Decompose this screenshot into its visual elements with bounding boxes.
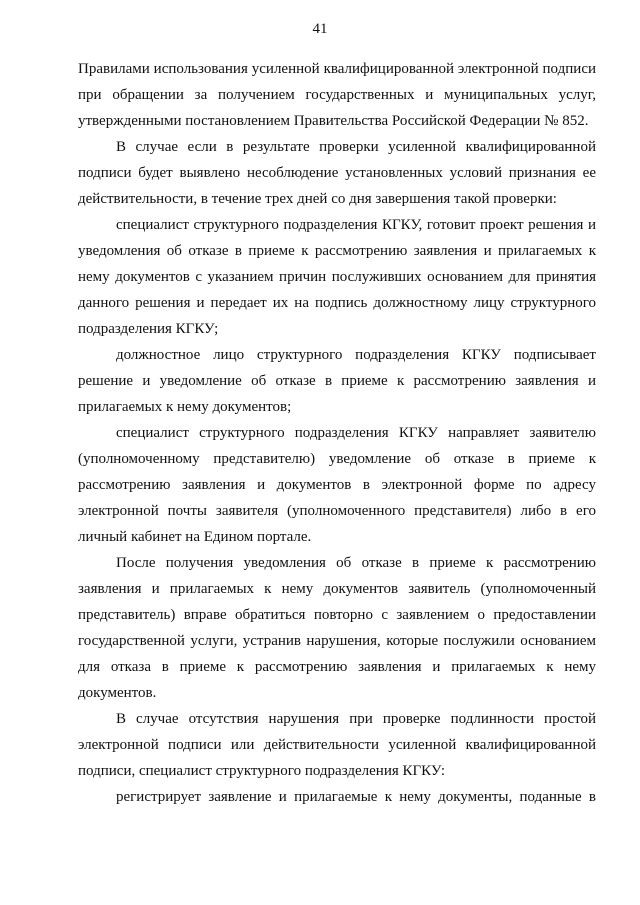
page-number: 41 — [312, 21, 328, 37]
paragraph-5: специалист структурного подразделения КГКУ направляет заявителю (уполномоченному представителю) уведомление об отказе в приеме к рассмотрению заявления и документов в электронной форме по адресу электронной почты заявителя (уполномоченного представителя) либо в его личный кабинет на Едином портале. — [78, 425, 596, 545]
paragraph-8: регистрирует заявление и прилагаемые к нему документы, поданные в — [116, 789, 596, 805]
paragraph-2: В случае если в результате проверки усиленной квалифицированной подписи будет выявлено несоблюдение установленных условий признания ее действительности, в течение трех дней со дня завершения такой проверки: — [78, 139, 596, 207]
paragraph-6: После получения уведомления об отказе в приеме к рассмотрению заявления и прилагаемых к нему документов заявитель (уполномоченный представитель) вправе обратиться повторно с заявлением о предоставлении государственной услуги, устранив нарушения, которые послужили основанием для отказа в приеме к рассмотрению заявления и прилагаемых к нему документов. — [78, 555, 596, 701]
paragraph-1: Правилами использования усиленной квалифицированной электронной подписи при обращении за получением государственных и муниципальных услуг, утвержденными постановлением Правительства Российской Федерации № 852. — [78, 61, 596, 129]
paragraph-3: специалист структурного подразделения КГКУ, готовит проект решения и уведомления об отказе в приеме к рассмотрению заявления и прилагаемых к нему документов с указанием причин послуживших основанием для принятия данного решения и передает их на подпись должностному лицу структурного подразделения КГКУ; — [78, 217, 596, 337]
paragraph-4: должностное лицо структурного подразделения КГКУ подписывает решение и уведомление об отказе в приеме к рассмотрению заявления и прилагаемых к нему документов; — [78, 347, 596, 415]
document-body — [78, 56, 596, 810]
paragraph-7: В случае отсутствия нарушения при проверке подлинности простой электронной подписи или действительности усиленной квалифицированной подписи, специалист структурного подразделения КГКУ: — [78, 711, 596, 779]
